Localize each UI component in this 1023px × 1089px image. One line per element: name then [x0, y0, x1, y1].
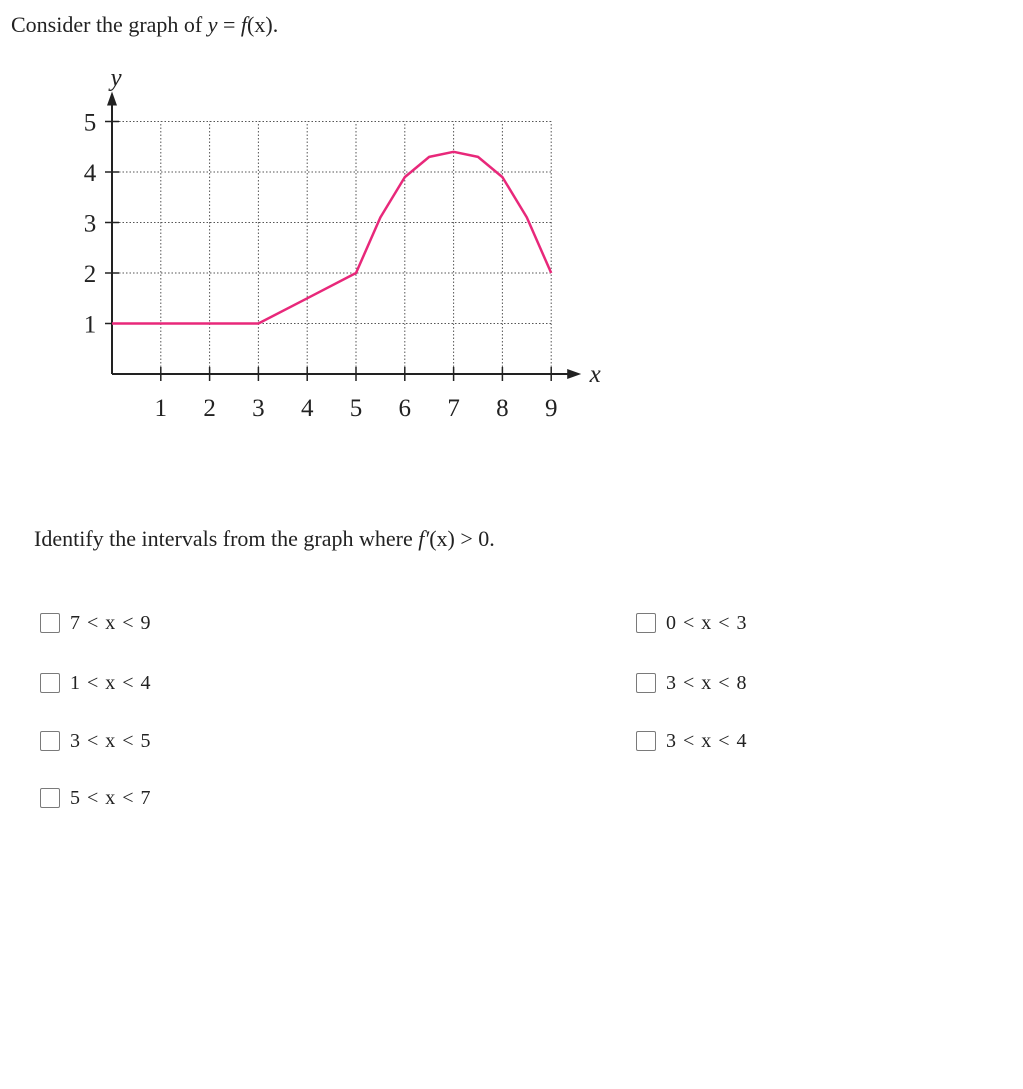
- y-tick-label: 5: [83, 109, 97, 137]
- x-axis-label: x: [589, 361, 601, 388]
- question-f: f: [240, 12, 248, 37]
- graph-curve-group: [112, 152, 551, 324]
- option-7[interactable]: [636, 729, 748, 753]
- x-tick-label: 9: [544, 395, 558, 422]
- x-tick-label: 3: [252, 395, 265, 422]
- option-label: 3 < x < 8: [666, 671, 748, 694]
- x-tick-label: 7: [447, 395, 460, 422]
- checkbox[interactable]: [40, 731, 60, 751]
- x-tick-label: 8: [496, 395, 509, 422]
- function-curve: [112, 152, 551, 324]
- option-3[interactable]: [40, 729, 152, 753]
- option-label: 7 < x < 9: [70, 611, 152, 634]
- x-tick-label: 4: [300, 395, 314, 422]
- option-label: 3 < x < 4: [666, 729, 748, 752]
- y-axis-arrow: [107, 92, 117, 106]
- option-2[interactable]: [40, 671, 152, 695]
- y-tick-label: 2: [83, 261, 97, 288]
- checkbox[interactable]: [636, 613, 656, 633]
- graph-grid: [112, 122, 551, 375]
- prompt-fprime: f′: [418, 526, 430, 551]
- prompt-text: [34, 525, 495, 553]
- question-arg: (x): [247, 12, 273, 37]
- graph-ticks: [105, 122, 551, 382]
- option-5[interactable]: [636, 611, 748, 635]
- y-tick-label: 4: [83, 160, 97, 187]
- checkbox[interactable]: [40, 613, 60, 633]
- y-tick-label: 1: [83, 311, 97, 339]
- y-axis-label: y: [110, 64, 122, 92]
- x-axis-arrow: [567, 369, 581, 379]
- question-eq: =: [217, 12, 241, 37]
- checkbox[interactable]: [636, 673, 656, 693]
- function-graph: [0, 0, 1023, 440]
- option-6[interactable]: [636, 671, 748, 695]
- x-tick-label: 2: [203, 395, 216, 422]
- option-1[interactable]: [40, 611, 152, 635]
- question-period: .: [272, 12, 279, 37]
- prompt-cond: > 0.: [454, 526, 495, 551]
- x-tick-label: 1: [154, 395, 168, 422]
- checkbox[interactable]: [40, 673, 60, 693]
- checkbox[interactable]: [40, 788, 60, 808]
- option-label: 5 < x < 7: [70, 786, 152, 809]
- y-tick-label: 3: [83, 210, 97, 238]
- prompt-main: Identify the intervals from the graph where: [34, 526, 413, 551]
- graph-axes: [107, 92, 581, 380]
- option-label: 3 < x < 5: [70, 729, 152, 752]
- option-4[interactable]: [40, 786, 152, 810]
- x-tick-label: 5: [349, 395, 363, 422]
- option-label: 1 < x < 4: [70, 671, 152, 694]
- question-y: y: [207, 12, 218, 37]
- x-tick-label: 6: [398, 395, 412, 422]
- prompt-arg: (x): [429, 526, 455, 551]
- question-prefix: Consider the graph of: [11, 12, 203, 37]
- option-label: 0 < x < 3: [666, 611, 748, 634]
- checkbox[interactable]: [636, 731, 656, 751]
